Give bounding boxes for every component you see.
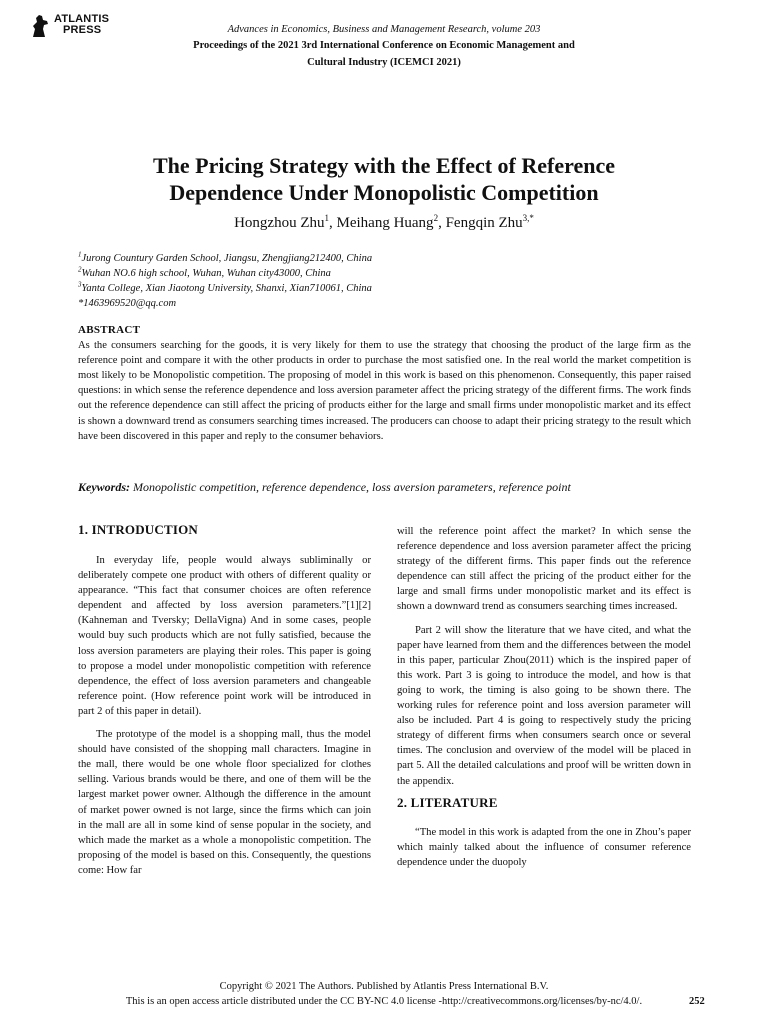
author-sup: 2 <box>433 213 439 223</box>
copyright-line: Copyright © 2021 The Authors. Published by Atlantis Press International B.V. <box>219 981 549 992</box>
right-column <box>397 524 691 870</box>
section-heading-introduction: 1. INTRODUCTION <box>78 522 199 537</box>
keywords <box>78 479 691 495</box>
paragraph: “The model in this work is adapted from the one in Zhou’s paper which mainly talked about the influence of consumer reference dependence under the duopoly <box>397 826 691 868</box>
title-line1: The Pricing Strategy with the Effect of Reference <box>152 153 616 178</box>
section-heading-literature: 2. LITERATURE <box>397 794 498 810</box>
paragraph: will the reference point affect the market? In which sense the reference dependence and loss aversion parameter affect the pricing strategy of the different firms. This paper finds out the reference dependence can still affect the pricing of the product either for the large and small firms under monopolistic market and its effect is shown a downward trend as consumers searching times increased. <box>397 526 691 613</box>
keywords-label: Keywords: <box>78 480 130 494</box>
paper-title <box>0 152 768 206</box>
author-sup: 3,* <box>522 213 534 223</box>
author-name: Hongzhou Zhu <box>234 215 325 231</box>
author-name: Meihang Huang <box>336 215 434 231</box>
abstract-section <box>78 323 691 444</box>
left-column <box>78 521 371 878</box>
author-sup: 1 <box>324 213 329 223</box>
abstract-heading: ABSTRACT <box>78 324 141 336</box>
proceedings-title-line2: Cultural Industry (ICEMCI 2021) <box>307 57 461 68</box>
affiliations <box>78 251 372 311</box>
keywords-text: Monopolistic competition, reference dependence, loss aversion parameters, reference point <box>133 480 571 494</box>
logo-line2: PRESS <box>63 24 102 36</box>
affiliation-item: $^1$Jurong Countury Garden School, Jiangsu, Zhengjiang212400, China <box>78 250 373 264</box>
paragraph: The prototype of the model is a shopping mall, thus the model should have consisted of the shopping mall characters. Imagine in the mall, there would be one whole floor specialized for clothes selling. Various brands would be there, and one of them will be the largest market power owner. Although the difference in the amount of market power owned is not large, since the firms which can join in the mall are all in some kind of sense popular in the society, and which made the market as a whole a monopolistic competition. The proposing of the model is based on this. Consequently, the questions come: How far <box>78 729 371 876</box>
affiliation-item: $^3$Yanta College, Xian Jiaotong University, Shanxi, Xian710061, China <box>78 280 372 294</box>
author-name: Fengqin Zhu <box>445 215 523 231</box>
paragraph: Part 2 will show the literature that we have cited, and what the paper have learned from them and the differences between the model in this paper, particular Zhou(2011) which is the inspired paper of this work. Part 3 is going to introduce the model, and how is that going to work, the timing is also going to be shown there. The working rules for reference point and loss aversion parameter will also be included. Part 4 is going to respectively study the pricing strategy of different firms when consumers search once or several times. The conclusion and overview of the model will be placed in part 5. All the detailed calculations and proof will be written down in the appendix. <box>397 624 691 787</box>
paragraph: In everyday life, people would always subliminally or deliberately compete one product with others of different quality or appearance. “This fact that consumer choices are often reference dependent and affected by loss aversion parameters.”[1][2](Kahneman and Tversky; DellaVigna) And in some cases, people would buy such products which are not fully satisfied, because the loss aversion parameters are playing their roles. This paper is going to propose a model under monopolistic competition with reference dependence, the effect of loss aversion parameters and changeable reference point. (How reference point work will be introduced in part 2 of this paper in detail). <box>78 555 371 717</box>
page-number: 252 <box>689 996 705 1007</box>
title-line2: Dependence Under Monopolistic Competition <box>169 180 599 205</box>
corresponding-email: *1463969520@qq.com <box>78 298 177 309</box>
affiliation-item: $^2$Wuhan NO.6 high school, Wuhan, Wuhan city43000, China <box>78 265 331 279</box>
license-line: This is an open access article distributed under the CC BY-NC 4.0 license -http://creativecommons.org/licenses/by-nc/4.0/. <box>125 996 643 1007</box>
proceedings-title-line1: Proceedings of the 2021 3rd International Conference on Economic Management and <box>193 40 575 51</box>
page-footer <box>0 979 768 1009</box>
author-list: Hongzhou Zhu$^1$, Meihang Huang$^2$, Fengqin Zhu$^{3,*}$ <box>234 213 534 231</box>
logo-line1: ATLANTIS <box>54 13 110 25</box>
running-header <box>0 22 768 71</box>
series-title: Advances in Economics, Business and Management Research, volume 203 <box>227 24 541 35</box>
abstract-body: As the consumers searching for the goods, it is very likely for them to use the strategy that choosing the product of the large firm as the reference point and compare it with the other products in order to purchase the most satisfied one. In the real world the market competition is most likely to be Monopolistic competition. The proposing of model in this work is based on this phenomenon. Consequently, this paper raised questions: in which sense the reference dependence and loss aversion parameter affect the pricing strategy of the different firms. The work finds out the reference dependence can still affect the pricing of products either for the large and small firms under monopolistic market and its effect is shown a downward trend as consumers searching times increased. The producers can choose to adapt their pricing strategy to the result which have been discovered in this paper and reply to the consumer behaviors. <box>78 340 691 442</box>
